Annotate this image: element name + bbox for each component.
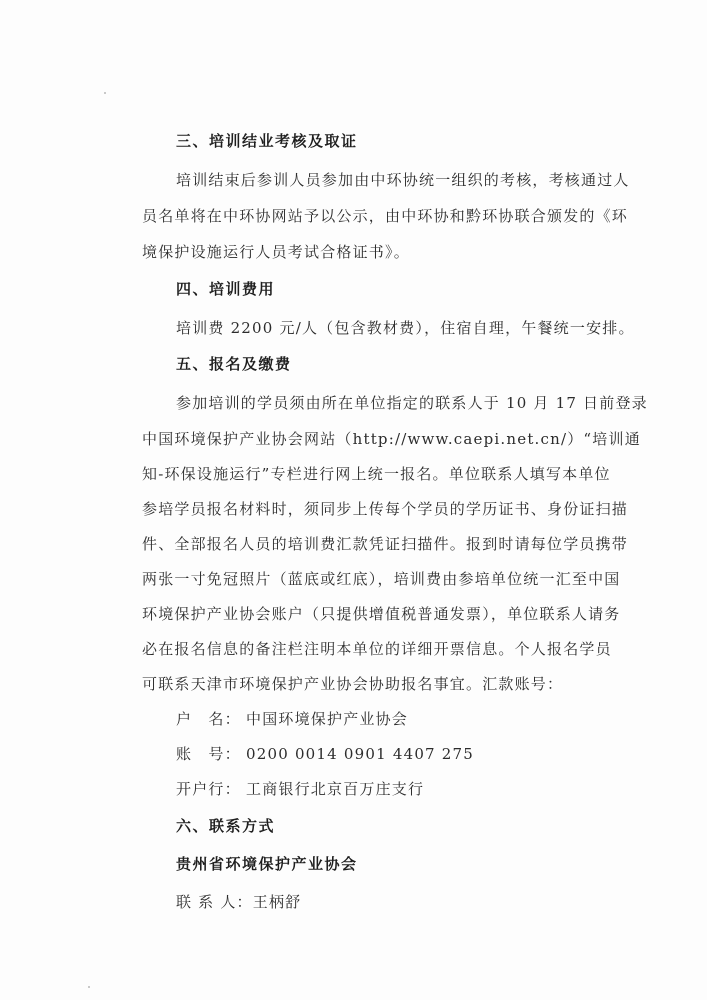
contact-person-label: 联 系 人：	[176, 893, 253, 911]
account-name-row	[176, 708, 408, 729]
paragraph-line: 参加培训的学员须由所在单位指定的联系人于 10 月 17 日前登录	[176, 394, 648, 412]
section-heading-5: 五、报名及缴费	[176, 355, 292, 373]
paragraph-line: 境保护设施运行人员考试合格证书》。	[142, 243, 410, 261]
contact-person-value: 王柄舒	[252, 893, 302, 911]
contact-person-row	[176, 891, 301, 912]
account-name-label: 户 名：	[176, 710, 241, 728]
account-number-row	[176, 743, 474, 764]
paragraph-line: 知-环保设施运行”专栏进行网上统一报名。单位联系人填写本单位	[142, 465, 611, 483]
scan-speck	[104, 92, 106, 94]
paragraph-line: 件、全部报名人员的培训费汇款凭证扫描件。报到时请每位学员携带	[142, 535, 629, 553]
paragraph-line: 培训费 2200 元/人（包含教材费），住宿自理，午餐统一安排。	[176, 319, 635, 337]
paragraph-line: 培训结束后参训人员参加由中环协统一组织的考核，考核通过人	[176, 171, 630, 189]
paragraph-line: 参培学员报名材料时，须同步上传每个学员的学历证书、身份证扫描	[142, 500, 629, 518]
account-number-value: 0200 0014 0901 4407 275	[246, 745, 474, 763]
paragraph-line: 员名单将在中环协网站予以公示，由中环协和黔环协联合颁发的《环	[142, 207, 629, 225]
paragraph-line: 可联系天津市环境保护产业协会协助报名事宜。汇款账号：	[142, 675, 564, 693]
account-number-label: 账 号：	[176, 745, 241, 763]
section-heading-3: 三、培训结业考核及取证	[176, 132, 358, 150]
account-bank-row	[176, 778, 424, 799]
paragraph-line: 环境保护产业协会账户（只提供增值税普通发票），单位联系人请务	[142, 605, 621, 623]
account-bank-value: 工商银行北京百万庄支行	[246, 780, 425, 798]
account-name-value: 中国环境保护产业协会	[246, 710, 409, 728]
section-heading-6: 六、联系方式	[176, 817, 276, 835]
section-heading-4: 四、培训费用	[176, 280, 276, 298]
paragraph-line: 必在报名信息的备注栏注明本单位的详细开票信息。个人报名学员	[142, 640, 612, 658]
paragraph-line: 中国环境保护产业协会网站（http://www.caepi.net.cn/）“培训通	[142, 430, 641, 448]
account-bank-label: 开户行：	[176, 780, 241, 798]
paragraph-line: 两张一寸免冠照片（蓝底或红底），培训费由参培单位统一汇至中国	[142, 570, 621, 588]
contact-organization: 贵州省环境保护产业协会	[176, 855, 358, 873]
scan-speck	[88, 986, 90, 988]
